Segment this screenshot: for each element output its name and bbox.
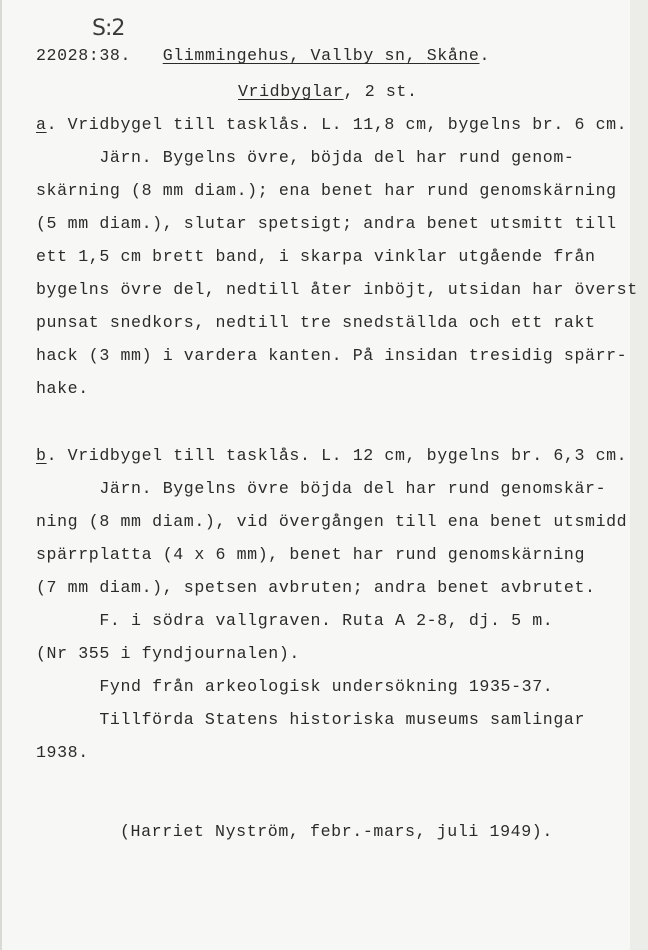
subtitle-line [238,82,418,102]
header-end: . [479,46,491,65]
item-b-line-1 [36,446,627,466]
item-a-line-7: punsat snedkors, nedtill tre snedställda och ett rakt [36,313,596,332]
item-b-line-9: Tillförda Statens historiska museums samlingar [36,710,586,729]
item-b-label: b [36,446,47,465]
item-a-line-6: bygelns övre del, nedtill åter inböjt, utsidan har överst [36,280,638,299]
header-sep-2: , [405,46,427,65]
item-b-line-2: Järn. Bygelns övre böjda del har rund genomskär- [36,479,607,498]
item-a-line-3: skärning (8 mm diam.); ena benet har rund genomskärning [36,181,617,200]
handwritten-mark: S:2 [92,16,125,41]
item-a-text-1: . Vridbygel till tasklås. L. 11,8 cm, bygelns br. 6 cm. [46,115,628,134]
card-right-edge [630,0,648,950]
item-b-line-8: Fynd från arkeologisk undersökning 1935-37. [36,677,554,696]
signature: (Harriet Nyström, febr.-mars, juli 1949). [120,822,553,841]
item-b-line-3: ning (8 mm diam.), vid övergången till ena benet utsmidd [36,512,628,531]
subtitle-title: Vridbyglar [238,82,344,101]
item-b-text-1: . Vridbygel till tasklås. L. 12 cm, bygelns br. 6,3 cm. [46,446,628,465]
header-parish: Vallby sn [310,46,406,65]
item-b-line-10: 1938. [36,743,89,762]
item-a-line-8: hack (3 mm) i vardera kanten. På insidan tresidig spärr- [36,346,628,365]
catalog-number: 22028:38. [36,46,132,65]
card-left-edge [0,0,2,950]
item-a-line-1 [36,115,627,135]
header-sep-1: , [289,46,311,65]
item-b-line-6: F. i södra vallgraven. Ruta A 2-8, dj. 5 m. [36,611,554,630]
item-a-line-4: (5 mm diam.), slutar spetsigt; andra benet utsmitt till [36,214,617,233]
item-a-line-9: hake. [36,379,89,398]
item-a-label: a [36,115,47,134]
item-a-line-2: Järn. Bygelns övre, böjda del har rund genom- [36,148,575,167]
header-region: Skåne [426,46,480,65]
header-line [36,46,490,66]
item-b-line-5: (7 mm diam.), spetsen avbruten; andra benet avbrutet. [36,578,596,597]
item-b-line-4: spärrplatta (4 x 6 mm), benet har rund genomskärning [36,545,586,564]
item-a-line-5: ett 1,5 cm brett band, i skarpa vinklar utgående från [36,247,596,266]
subtitle-rest: , 2 st. [343,82,418,101]
item-b-line-7: (Nr 355 i fyndjournalen). [36,644,300,663]
header-place: Glimmingehus [162,46,290,65]
